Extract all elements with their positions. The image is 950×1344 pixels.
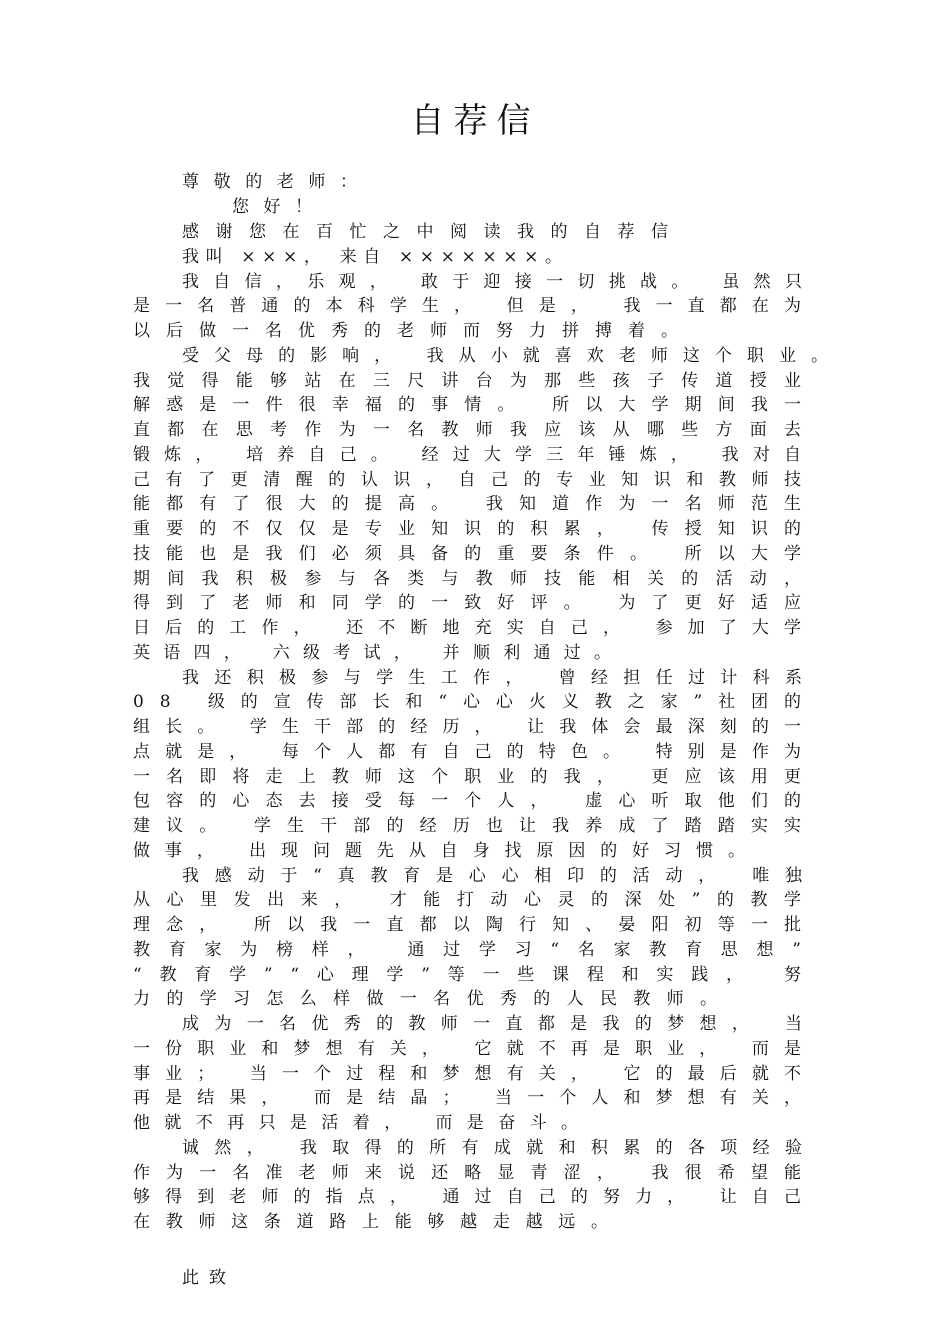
- body-line: 己有了更清醒的认识，自己的专业知识和教师技: [133, 469, 817, 490]
- letter-title: 自荐信: [410, 101, 540, 141]
- body-line: 直都在思考作为一名教师我应该从哪些方面去: [133, 420, 819, 440]
- body-line: 诚然， 我取得的所有成就和积累的各项经验: [182, 1137, 818, 1158]
- body-line: 我感动于“真教育是心心相印的活动， 唯独: [182, 865, 818, 886]
- body-line: 组长。 学生干部的经历， 让我体会最深刻的一: [133, 717, 817, 737]
- body-line: 一名即将走上教师这个职业的我， 更应该用更: [133, 766, 818, 787]
- body-line: 期间我积极参与各类与教师技能相关的活动，: [133, 568, 819, 589]
- body-line: 事业； 当一个过程和梦想有关， 它的最后就不: [133, 1063, 817, 1084]
- body-line: 08 级的宣传部长和“心心火义教之家”社团的: [133, 692, 817, 713]
- greeting: 您好！: [232, 197, 327, 217]
- body-line: 得到了老师和同学的一致好评。 为了更好适应: [133, 593, 818, 614]
- body-line: 锻炼， 培养自己。 经过大学三年锤炼， 我对自: [133, 444, 816, 465]
- body-line: 我觉得能够站在三尺讲台为那些孩子传道授业: [133, 370, 819, 391]
- body-line: 成为一名优秀的教师一直都是我的梦想， 当: [182, 1014, 818, 1034]
- body-line: 做事， 出现问题先从自身找原因的好习惯。: [133, 840, 760, 861]
- body-line: 包容的心态去接受每一个人， 虚心听取他们的: [133, 791, 818, 812]
- body-line: 教育家为榜样， 通过学习“名家教育思想”: [133, 939, 820, 960]
- body-line: 我还积极参与学生工作， 曾经担任过计科系: [182, 667, 818, 688]
- body-line: 点就是， 每个人都有自己的特色。 特别是作为: [133, 741, 817, 762]
- body-line: 能都有了很大的提高。 我知道作为一名师范生: [133, 494, 818, 515]
- body-line: 在教师这条道路上能够越走越远。: [133, 1212, 624, 1232]
- body-line: 作为一名准老师来说还略显青涩， 我很希望能: [133, 1162, 818, 1183]
- body-line: 是一名普通的本科学生， 但是， 我一直都在为: [133, 296, 817, 317]
- body-line: 受父母的影响， 我从小就喜欢老师这个职业。: [182, 345, 844, 366]
- body-line: 日后的工作， 还不断地充实自己， 参加了大学: [133, 618, 817, 638]
- body-line: 一份职业和梦想有关， 它就不再是职业， 而是: [133, 1038, 817, 1059]
- body-line: 重要的不仅仅是专业知识的积累， 传授知识的: [133, 519, 818, 539]
- body-line: 感谢您在百忙之中阅读我的自荐信: [182, 222, 685, 242]
- salutation: 尊敬的老师：: [182, 172, 372, 192]
- body-line: 理念， 所以我一直都以陶行知、晏阳初等一批: [133, 915, 818, 935]
- body-line: 建议。 学生干部的经历也让我养成了踏踏实实: [133, 816, 818, 836]
- body-line: 以后做一名优秀的老师而努力拼搏着。: [133, 321, 694, 341]
- body-line: 再是结果， 而是结晶； 当一个人和梦想有关，: [133, 1088, 817, 1109]
- body-line: 我自信，乐观， 敢于迎接一切挑战。 虽然只: [182, 271, 817, 292]
- body-line: 他就不再只是活着， 而是奋斗。: [133, 1113, 593, 1133]
- closing-phrase: 此致: [182, 1268, 236, 1288]
- body-line: 力的学习怎么样做一名优秀的人民教师。: [133, 989, 734, 1010]
- body-line: “教育学”“心理学”等一些课程和实践， 努: [133, 964, 819, 985]
- body-line: 技能也是我们必须具备的重要条件。 所以大学: [133, 543, 818, 564]
- body-line: 英语四， 六级考试， 并顺利通过。: [133, 642, 625, 663]
- body-line: 够得到老师的指点， 通过自己的努力， 让自己: [133, 1187, 817, 1208]
- body-line: 解惑是一件很幸福的事情。 所以大学期间我一: [133, 395, 818, 416]
- body-line: 我叫 ×××， 来自 ×××××××。: [182, 246, 569, 267]
- body-line: 从心里发出来， 才能打动心灵的深处”的教学: [133, 890, 818, 911]
